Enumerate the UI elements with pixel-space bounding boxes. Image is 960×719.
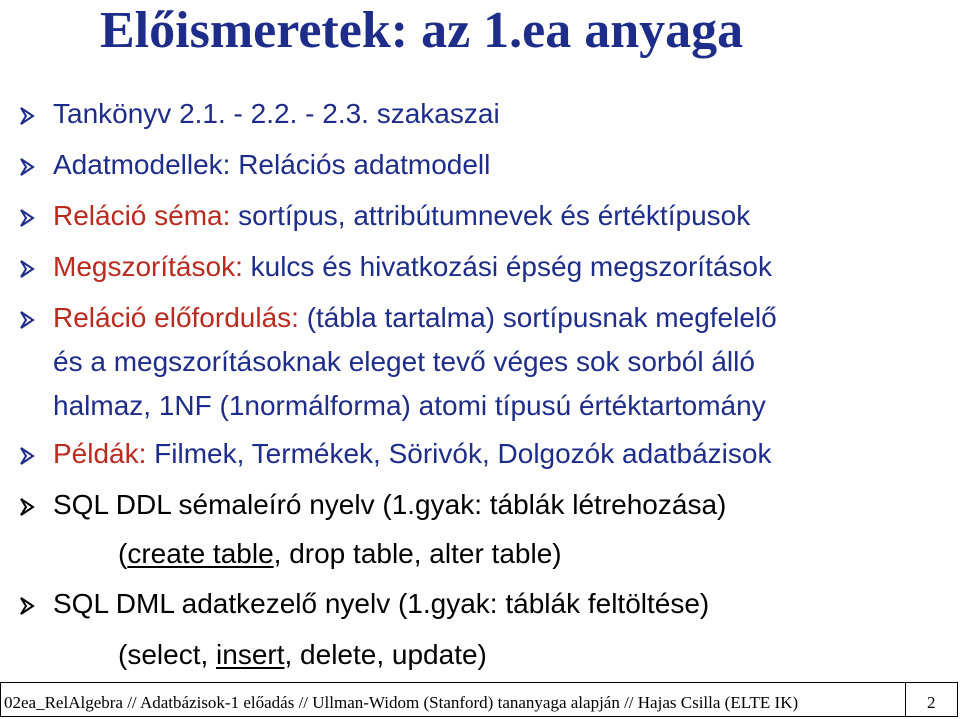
ddl-rest: , drop table, alter table) xyxy=(273,538,562,569)
ddl-commands-line xyxy=(118,536,562,572)
term-label: Reláció séma: xyxy=(53,200,231,231)
term-label: Reláció előfordulás: xyxy=(53,302,299,333)
term-label: Példák: xyxy=(53,438,147,469)
bullet-sql-ddl xyxy=(53,487,726,523)
dml-rest: , delete, update) xyxy=(284,639,487,670)
insert-link[interactable]: insert xyxy=(216,639,285,670)
arrowhead-bullet-icon xyxy=(18,497,36,517)
footer-divider xyxy=(905,683,906,717)
bullet-text: SQL DDL sémaleíró nyelv (1.gyak: táblák létrehozása) xyxy=(53,489,727,520)
arrowhead-bullet-icon xyxy=(18,446,36,466)
bullet-text: Adatmodellek: Relációs adatmodell xyxy=(53,149,491,180)
footer-text: 02ea_RelAlgebra // Adatbázisok-1 előadás // Ullman-Widom (Stanford) tananyaga alapján // Hajas Csilla (ELTE IK) xyxy=(4,693,799,712)
arrowhead-bullet-icon xyxy=(18,310,36,330)
bullet-text: sortípus, attribútumnevek és értéktípusok xyxy=(230,200,751,231)
dml-commands-line xyxy=(118,637,487,673)
slide-footer xyxy=(0,682,958,716)
arrowhead-bullet-icon xyxy=(18,259,36,279)
bullet-examples xyxy=(53,436,771,472)
arrowhead-bullet-icon xyxy=(18,157,36,177)
bullet-sql-dml xyxy=(53,586,709,622)
arrowhead-bullet-icon xyxy=(18,596,36,616)
bullet-text: Filmek, Termékek, Sörivók, Dolgozók adatbázisok xyxy=(146,438,772,469)
bullet-relation-schema xyxy=(53,198,750,234)
relation-instance-line-3: halmaz, 1NF (1normálforma) atomi típusú értéktartomány xyxy=(53,390,766,421)
bullet-constraints xyxy=(53,249,772,285)
bullet-textbook xyxy=(53,96,500,132)
create-table-link[interactable]: create table xyxy=(127,538,274,569)
arrowhead-bullet-icon xyxy=(18,208,36,228)
bullet-relation-instance xyxy=(53,300,777,336)
term-label: Megszorítások: xyxy=(53,251,243,282)
relation-instance-line-2: és a megszorításoknak eleget tevő véges sok sorból álló xyxy=(53,346,755,377)
slide-title: Előismeretek: az 1.ea anyaga xyxy=(100,2,744,59)
bullet-text: kulcs és hivatkozási épség megszorítások xyxy=(242,251,772,282)
page-number: 2 xyxy=(927,693,936,712)
bullet-data-models xyxy=(53,147,490,183)
bullet-text: (tábla tartalma) sortípusnak megfelelő xyxy=(298,302,777,333)
dml-open: (select, xyxy=(118,639,217,670)
arrowhead-bullet-icon xyxy=(18,106,36,126)
bullet-text: SQL DML adatkezelő nyelv (1.gyak: táblák feltöltése) xyxy=(53,588,710,619)
bullet-text: Tankönyv 2.1. - 2.2. - 2.3. szakaszai xyxy=(53,98,500,129)
ddl-open: ( xyxy=(118,538,128,569)
